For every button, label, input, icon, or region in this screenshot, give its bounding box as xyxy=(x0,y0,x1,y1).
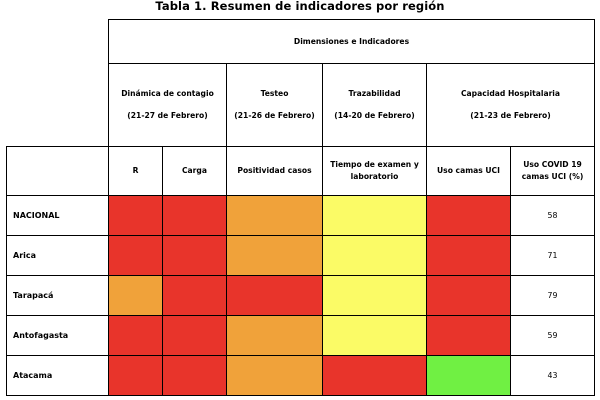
group-testeo: Testeo (21-26 de Febrero) xyxy=(227,64,323,147)
indicator-r: R xyxy=(109,147,163,196)
uci-covid-percent: 58 xyxy=(511,196,595,236)
region-name: Atacama xyxy=(7,356,109,396)
table-row xyxy=(7,356,595,396)
status-cell-r xyxy=(109,236,163,276)
status-cell-tiempo-examen xyxy=(323,316,427,356)
status-cell-positividad xyxy=(227,196,323,236)
status-cell-carga xyxy=(163,356,227,396)
status-cell-uso-camas-uci xyxy=(427,196,511,236)
uci-covid-percent: 71 xyxy=(511,236,595,276)
region-header-blank xyxy=(7,147,109,196)
status-cell-r xyxy=(109,276,163,316)
status-cell-uso-camas-uci xyxy=(427,356,511,396)
status-cell-carga xyxy=(163,236,227,276)
table-row xyxy=(7,236,595,276)
status-cell-r xyxy=(109,356,163,396)
status-cell-tiempo-examen xyxy=(323,356,427,396)
indicator-uso-camas-uci: Uso camas UCI xyxy=(427,147,511,196)
uci-covid-percent: 43 xyxy=(511,356,595,396)
region-name: Tarapacá xyxy=(7,276,109,316)
dimensions-header: Dimensiones e Indicadores xyxy=(109,20,595,64)
status-cell-tiempo-examen xyxy=(323,196,427,236)
group-dinamica: Dinámica de contagio (21-27 de Febrero) xyxy=(109,64,227,147)
uci-covid-percent: 79 xyxy=(511,276,595,316)
status-cell-positividad xyxy=(227,316,323,356)
indicator-carga: Carga xyxy=(163,147,227,196)
table-row xyxy=(7,196,595,236)
table-title: Tabla 1. Resumen de indicadores por región xyxy=(155,0,445,13)
corner-blank xyxy=(7,64,109,147)
group-capacidad: Capacidad Hospitalaria (21-23 de Febrero) xyxy=(427,64,595,147)
status-cell-positividad xyxy=(227,356,323,396)
status-cell-carga xyxy=(163,276,227,316)
indicator-uso-covid-uci: Uso COVID 19 camas UCI (%) xyxy=(511,147,595,196)
indicators-table xyxy=(6,19,595,396)
region-name: Arica xyxy=(7,236,109,276)
status-cell-r xyxy=(109,196,163,236)
corner-blank xyxy=(7,20,109,64)
uci-covid-percent: 59 xyxy=(511,316,595,356)
status-cell-r xyxy=(109,316,163,356)
status-cell-positividad xyxy=(227,276,323,316)
indicator-positividad: Positividad casos xyxy=(227,147,323,196)
status-cell-uso-camas-uci xyxy=(427,236,511,276)
table-row xyxy=(7,316,595,356)
status-cell-carga xyxy=(163,316,227,356)
status-cell-positividad xyxy=(227,236,323,276)
status-cell-carga xyxy=(163,196,227,236)
status-cell-uso-camas-uci xyxy=(427,316,511,356)
region-name: NACIONAL xyxy=(7,196,109,236)
region-name: Antofagasta xyxy=(7,316,109,356)
status-cell-uso-camas-uci xyxy=(427,276,511,316)
table-row xyxy=(7,276,595,316)
status-cell-tiempo-examen xyxy=(323,236,427,276)
status-cell-tiempo-examen xyxy=(323,276,427,316)
indicator-tiempo-examen: Tiempo de examen y laboratorio xyxy=(323,147,427,196)
group-trazabilidad: Trazabilidad (14-20 de Febrero) xyxy=(323,64,427,147)
